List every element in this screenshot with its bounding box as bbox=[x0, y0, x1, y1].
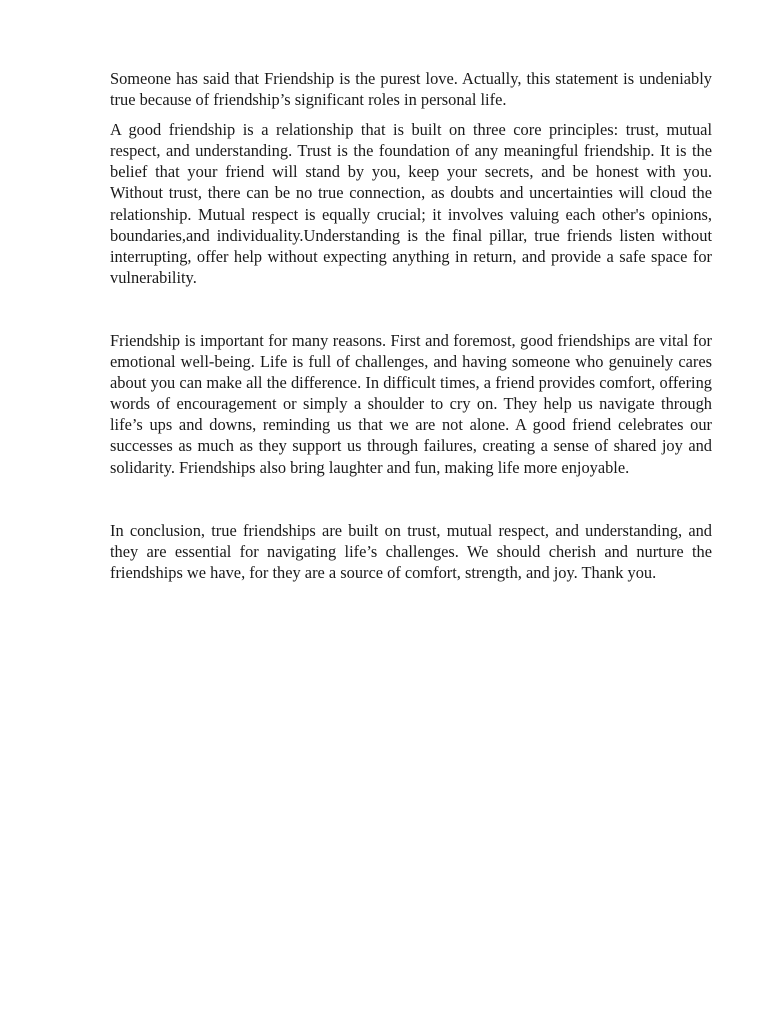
document-body bbox=[110, 68, 712, 583]
paragraph-importance: Friendship is important for many reasons. First and foremost, good friendships are vital for emotional well-being. Life is full of challenges, and having someone who genuinely cares about you can make all the difference. In difficult times, a friend provides comfort, offering words of encouragement or simply a shoulder to cry on. They help us navigate through life’s ups and downs, reminding us that we are not alone. A good friend celebrates our successes as much as they support us through failures, creating a sense of shared joy and solidarity. Friendships also bring laughter and fun, making life more enjoyable. bbox=[110, 330, 712, 477]
paragraph-core-principles: A good friendship is a relationship that is built on three core principles: trust, mutual respect, and understanding. Trust is the foundation of any meaningful friendship. It is the belief that your friend will stand by you, keep your secrets, and be honest with you. Without trust, there can be no true connection, as doubts and uncertainties will cloud the relationship. Mutual respect is equally crucial; it involves valuing each other's opinions, boundaries,and individuality.Understanding is the final pillar, true friends listen without interrupting, offer help without expecting anything in return, and provide a safe space for vulnerability. bbox=[110, 120, 712, 287]
paragraph-conclusion: In conclusion, true friendships are built on trust, mutual respect, and understanding, and they are essential for navigating life’s challenges. We should cherish and nurture the friendships we have, for they are a source of comfort, strength, and joy. Thank you. bbox=[110, 520, 712, 582]
paragraph-intro: Someone has said that Friendship is the purest love. Actually, this statement is undeniably true because of friendship’s significant roles in personal life. bbox=[110, 69, 712, 110]
